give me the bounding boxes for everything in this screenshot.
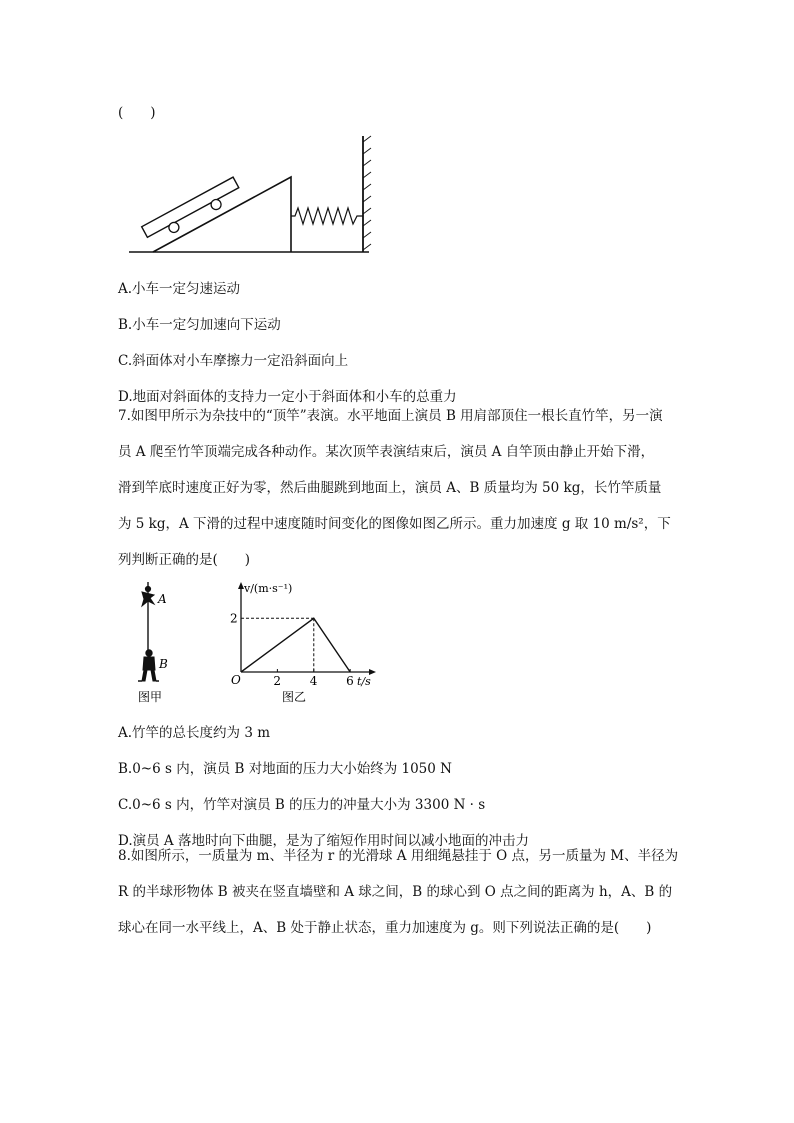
spring — [291, 208, 363, 224]
x-tick-label: 2 — [273, 674, 282, 688]
x-tick-label: 6 — [346, 674, 354, 688]
fig-yi-caption: 图乙 — [282, 690, 307, 704]
q7-stem-line: 滑到竿底时速度正好为零，然后曲腿跳到地面上，演员 A、B 质量均为 50 kg，长竹竿质量 — [118, 480, 662, 496]
x-axis-label: t/s — [357, 675, 371, 688]
q6-option-a: A.小车一定匀速运动 — [118, 281, 241, 297]
q7-stem-line: 员 A 爬至竹竿顶端完成各种动作。某次顶竿表演结束后，演员 A 自竿顶由静止开始下滑， — [118, 444, 655, 460]
q7-option-a: A.竹竿的总长度约为 3 m — [118, 725, 271, 741]
q7-option-b: B.0~6 s 内，演员 B 对地面的压力大小始终为 1050 N — [118, 761, 452, 777]
q7-stem-line: 7.如图甲所示为杂技中的“顶竿”表演。水平地面上演员 B 用肩部顶住一根长直竹竿，另一演 — [118, 408, 663, 424]
q7-stem-line: 列判断正确的是( ) — [118, 552, 251, 568]
q6-answer-blank: ( ) — [118, 105, 156, 121]
wall-hatching — [363, 136, 371, 250]
q7-option-d: D.演员 A 落地时向下曲腿，是为了缩短作用时间以减小地面的冲击力 — [118, 833, 529, 849]
y-tick-label: 2 — [230, 611, 238, 626]
q6-option-d: D.地面对斜面体的支持力一定小于斜面体和小车的总重力 — [118, 389, 457, 405]
q6-incline-figure — [125, 132, 385, 260]
performer-b-label: B — [159, 657, 168, 671]
fig-jia-caption: 图甲 — [138, 690, 163, 704]
q8-stem-line: 球心在同一水平线上，A、B 处于静止状态，重力加速度为 g。则下列说法正确的是( ) — [118, 920, 652, 936]
q6-options — [118, 271, 678, 415]
q8-stem — [118, 838, 678, 946]
x-tick-label: 4 — [309, 674, 318, 688]
q6-option-b: B.小车一定匀加速向下运动 — [118, 317, 281, 333]
q7-option-c: C.0~6 s 内，竹竿对演员 B 的压力的冲量大小为 3300 N · s — [118, 797, 486, 813]
origin-label: O — [231, 673, 241, 687]
q8-stem-line: R 的半球形物体 B 被夹在竖直墙壁和 A 球之间，B 的球心到 O 点之间的距离为 h，A、B 的 — [118, 884, 673, 900]
q7-figure-jia — [128, 580, 188, 708]
q8-stem-line: 8.如图所示，一质量为 m、半径为 r 的光滑球 A 用细绳悬挂于 O 点，另一质量为 M、半径为 — [118, 848, 679, 864]
y-axis-label: v/(m·s⁻¹) — [244, 582, 293, 595]
q7-stem — [118, 398, 678, 578]
performer-a-label: A — [158, 592, 167, 606]
q7-vt-chart — [224, 576, 384, 708]
q6-option-c: C.斜面体对小车摩擦力一定沿斜面向上 — [118, 353, 349, 369]
velocity-line — [241, 618, 350, 672]
q7-stem-line: 为 5 kg，A 下滑的过程中速度随时间变化的图像如图乙所示。重力加速度 g 取 10 m/s²，下 — [118, 516, 671, 532]
performer-b-figure — [138, 650, 159, 681]
